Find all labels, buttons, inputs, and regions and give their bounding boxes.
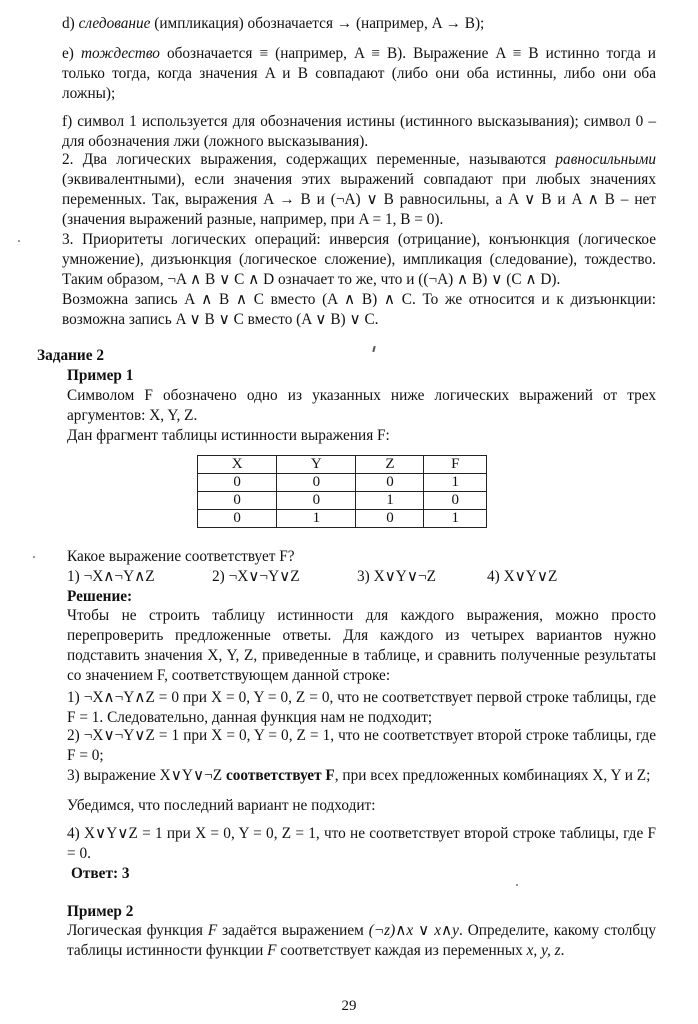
para-text: (эквивалентными), если значения этих выражений совпадают при любых значениях переменных. Так, выражения A → B и (¬A) ∨ B равносильны, а A ∨ B и A ∧ B – нет (значения выражений разные, например, при A = 1, B = 0). — [62, 171, 656, 228]
cell: 0 — [277, 492, 356, 510]
solution-step-1: 1) ¬X∧¬Y∧Z = 0 при X = 0, Y = 0, Z = 0, что не соответствует первой строке таблицы, где F = 1. Следовательно, данная функция нам не подходит; — [67, 689, 656, 726]
solution-step-3 — [67, 766, 656, 786]
option-2: 2) ¬X∨¬Y∨Z — [212, 568, 300, 585]
definition-d — [62, 14, 656, 34]
text: задаётся выражением — [217, 922, 369, 939]
step-text: 3) выражение X∨Y∨¬Z — [67, 767, 226, 784]
def-term: следование — [78, 15, 151, 32]
scan-speck — [33, 556, 35, 558]
cell: 0 — [277, 474, 356, 492]
table-row — [198, 474, 487, 492]
paragraph-equivalence — [62, 150, 656, 230]
example1-intro: Символом F обозначено одно из указанных ниже логических выражений от трех аргументов: X, Y, Z. — [67, 387, 656, 424]
text: соответствует каждая из переменных — [276, 942, 527, 959]
para-text: 2. Два логических выражения, содержащих переменные, называются — [62, 151, 556, 168]
scan-speck — [18, 240, 20, 242]
cell: 1 — [356, 492, 424, 510]
header-x: X — [198, 456, 277, 474]
definition-f: f) символ 1 используется для обозначения истины (истинного высказывания); символ 0 – для обозначения лжи (ложного высказывания). — [62, 113, 656, 150]
step-text: , при всех предложенных комбинациях X, Y и Z; — [334, 767, 651, 784]
text: Логическая функция — [67, 922, 208, 939]
def-term: тождество — [80, 45, 160, 62]
example1-title: Пример 1 — [67, 367, 134, 384]
cell: 0 — [198, 492, 277, 510]
cell: 0 — [198, 474, 277, 492]
def-text: (импликация) обозначается → (например, A → B); — [150, 15, 485, 32]
para-term: равносильными — [555, 151, 656, 168]
solution-title: Решение: — [67, 588, 133, 605]
solution-intro: Чтобы не строить таблицу истинности для каждого выражения, можно просто перепроверить предложенные ответы. Для каждого из четырех вариантов нужно подставить значения X, Y, Z, приведенные в таблице, и сравнить полученные результаты со значением F, соответствующем данной строке: — [67, 607, 656, 684]
answer-options — [67, 567, 627, 587]
header-y: Y — [277, 456, 356, 474]
text: . Определите, какому столбцу таблицы истинности функции — [67, 922, 656, 959]
table-row — [198, 492, 487, 510]
cell: 0 — [356, 474, 424, 492]
variables: x, y, z — [526, 942, 561, 959]
cell: 1 — [277, 510, 356, 528]
function-name: F — [207, 922, 218, 939]
function-name: F — [267, 942, 277, 959]
cell: 0 — [198, 510, 277, 528]
definition-e — [62, 44, 656, 104]
expression: (¬z)∧x ∨ x∧y — [368, 922, 459, 939]
table-row — [198, 510, 487, 528]
task-title: Задание 2 — [37, 347, 104, 364]
scan-speck — [516, 884, 518, 886]
cell: 1 — [424, 474, 487, 492]
question: Какое выражение соответствует F? — [67, 548, 295, 565]
def-text: обозначается ≡ (например, A ≡ B). Выражение A ≡ B истинно тогда и только тогда, когда значения A и B совпадают (либо они оба истинны, либо они оба ложны); — [62, 45, 656, 102]
option-1: 1) ¬X∧¬Y∧Z — [67, 568, 155, 585]
header-f: F — [424, 456, 487, 474]
solution-step-2: 2) ¬X∨¬Y∨Z = 1 при X = 0, Y = 0, Z = 1, что не соответствует второй строке таблицы, где F = 0; — [67, 727, 656, 764]
text: . — [560, 942, 565, 959]
truth-table — [197, 455, 487, 528]
cell: 1 — [424, 510, 487, 528]
table-header-row — [198, 456, 487, 474]
example2-title: Пример 2 — [67, 903, 134, 920]
option-4: 4) X∨Y∨Z — [487, 568, 558, 585]
def-prefix: e) — [62, 45, 81, 62]
check-statement: Убедимся, что последний вариант не подходит: — [67, 797, 376, 814]
table-caption: Дан фрагмент таблицы истинности выражения F: — [67, 427, 390, 444]
answer: Ответ: 3 — [71, 865, 130, 882]
solution-step-4: 4) X∨Y∨Z = 1 при X = 0, Y = 0, Z = 1, что не соответствует второй строке таблицы, где F = 0. — [67, 825, 656, 862]
def-prefix: d) — [62, 15, 79, 32]
paragraph-priorities: 3. Приоритеты логических операций: инверсия (отрицание), конъюнкция (логическое умножение), дизъюнкция (логическое сложение), импликация (следование), тождество. Таким образом, ¬A ∧ B ∨ C ∧ D означает то же, что и ((¬A) ∧ B) ∨ (C ∧ D). — [62, 231, 656, 288]
example2-text — [67, 921, 656, 961]
step-emphasis: соответствует F — [225, 767, 335, 784]
paragraph-notation: Возможна запись A ∧ B ∧ C вместо (A ∧ B) ∧ C. То же относится и к дизъюнкции: возможна запись A ∨ B ∨ C вместо (A ∨ B) ∨ C. — [62, 291, 656, 328]
option-3: 3) X∨Y∨¬Z — [357, 568, 437, 585]
scan-mark — [372, 346, 375, 352]
header-z: Z — [356, 456, 424, 474]
cell: 0 — [424, 492, 487, 510]
page-number: 29 — [341, 998, 357, 1014]
cell: 0 — [356, 510, 424, 528]
